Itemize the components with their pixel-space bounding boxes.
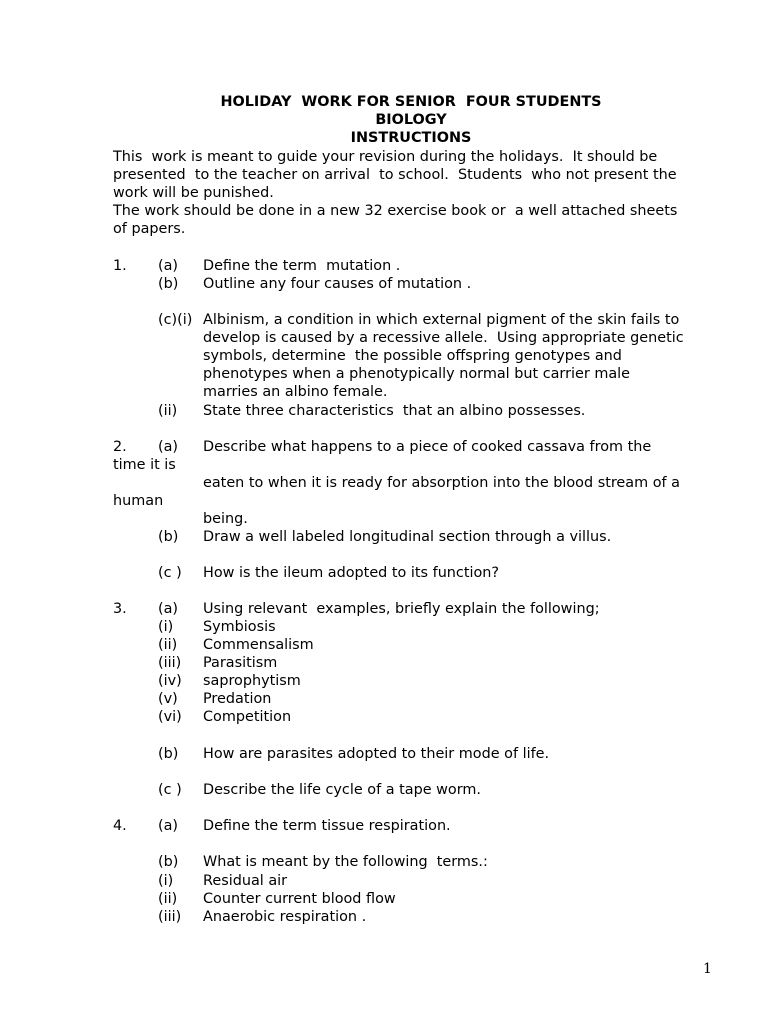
part-label: (b) [158, 529, 179, 545]
question-text: Outline any four causes of mutation . [203, 276, 472, 292]
question-number: 2. [113, 439, 127, 455]
question-number: 1. [113, 258, 127, 274]
question-text: What is meant by the following terms.: [203, 854, 488, 870]
question-text: marries an albino female. [203, 384, 388, 400]
item-text: Symbiosis [203, 619, 276, 635]
question-text: How is the ileum adopted to its function? [203, 565, 500, 581]
question-number: 4. [113, 818, 127, 834]
question-text: symbols, determine the possible offspring genotypes and [203, 348, 622, 364]
item-text: saprophytism [203, 673, 301, 689]
item-text: Counter current blood flow [203, 891, 396, 907]
question-text: phenotypes when a phenotypically normal but carrier male [203, 366, 631, 382]
page-title: HOLIDAY WORK FOR SENIOR FOUR STUDENTS [220, 94, 602, 110]
part-label: (a) [158, 258, 179, 274]
part-label: (b) [158, 854, 179, 870]
question-text: time it is [113, 457, 176, 473]
item-text: Anaerobic respiration . [203, 909, 367, 925]
item-label: (vi) [158, 709, 182, 725]
question-text: Using relevant examples, briefly explain the following; [203, 601, 600, 617]
instructions-line: presented to the teacher on arrival to school. Students who not present the [113, 167, 677, 183]
part-label: (a) [158, 818, 179, 834]
item-label: (v) [158, 691, 178, 707]
item-text: Parasitism [203, 655, 278, 671]
question-text: Define the term tissue respiration. [203, 818, 451, 834]
question-text: How are parasites adopted to their mode of life. [203, 746, 550, 762]
instructions-line: This work is meant to guide your revision during the holidays. It should be [113, 149, 658, 165]
part-label: (c)(i) [158, 312, 193, 328]
item-label: (iv) [158, 673, 182, 689]
part-label: (a) [158, 439, 179, 455]
item-text: Commensalism [203, 637, 314, 653]
item-text: Competition [203, 709, 292, 725]
question-text: Draw a well labeled longitudinal section through a villus. [203, 529, 612, 545]
page-number: 1 [703, 961, 712, 977]
question-text: Define the term mutation . [203, 258, 401, 274]
part-label: (ii) [158, 403, 178, 419]
part-label: (a) [158, 601, 179, 617]
question-number: 3. [113, 601, 127, 617]
item-label: (i) [158, 873, 174, 889]
question-text: Describe the life cycle of a tape worm. [203, 782, 481, 798]
question-text: being. [203, 511, 248, 527]
question-text: develop is caused by a recessive allele. Using appropriate genetic [203, 330, 684, 346]
instructions-line: The work should be done in a new 32 exercise book or a well attached sheets [113, 203, 678, 219]
item-label: (ii) [158, 891, 178, 907]
subject-heading: BIOLOGY [375, 112, 447, 128]
item-text: Residual air [203, 873, 288, 889]
instructions-line: of papers. [113, 221, 186, 237]
instructions-heading: INSTRUCTIONS [350, 130, 472, 146]
part-label: (c ) [158, 782, 182, 798]
question-text: eaten to when it is ready for absorption into the blood stream of a [203, 475, 680, 491]
item-label: (iii) [158, 655, 182, 671]
item-text: Predation [203, 691, 272, 707]
item-label: (ii) [158, 637, 178, 653]
part-label: (b) [158, 276, 179, 292]
item-label: (i) [158, 619, 174, 635]
question-text: Albinism, a condition in which external pigment of the skin fails to [203, 312, 680, 328]
item-label: (iii) [158, 909, 182, 925]
question-text: human [113, 493, 164, 509]
part-label: (b) [158, 746, 179, 762]
instructions-line: work will be punished. [113, 185, 274, 201]
question-text: Describe what happens to a piece of cooked cassava from the [203, 439, 652, 455]
part-label: (c ) [158, 565, 182, 581]
question-text: State three characteristics that an albino possesses. [203, 403, 586, 419]
